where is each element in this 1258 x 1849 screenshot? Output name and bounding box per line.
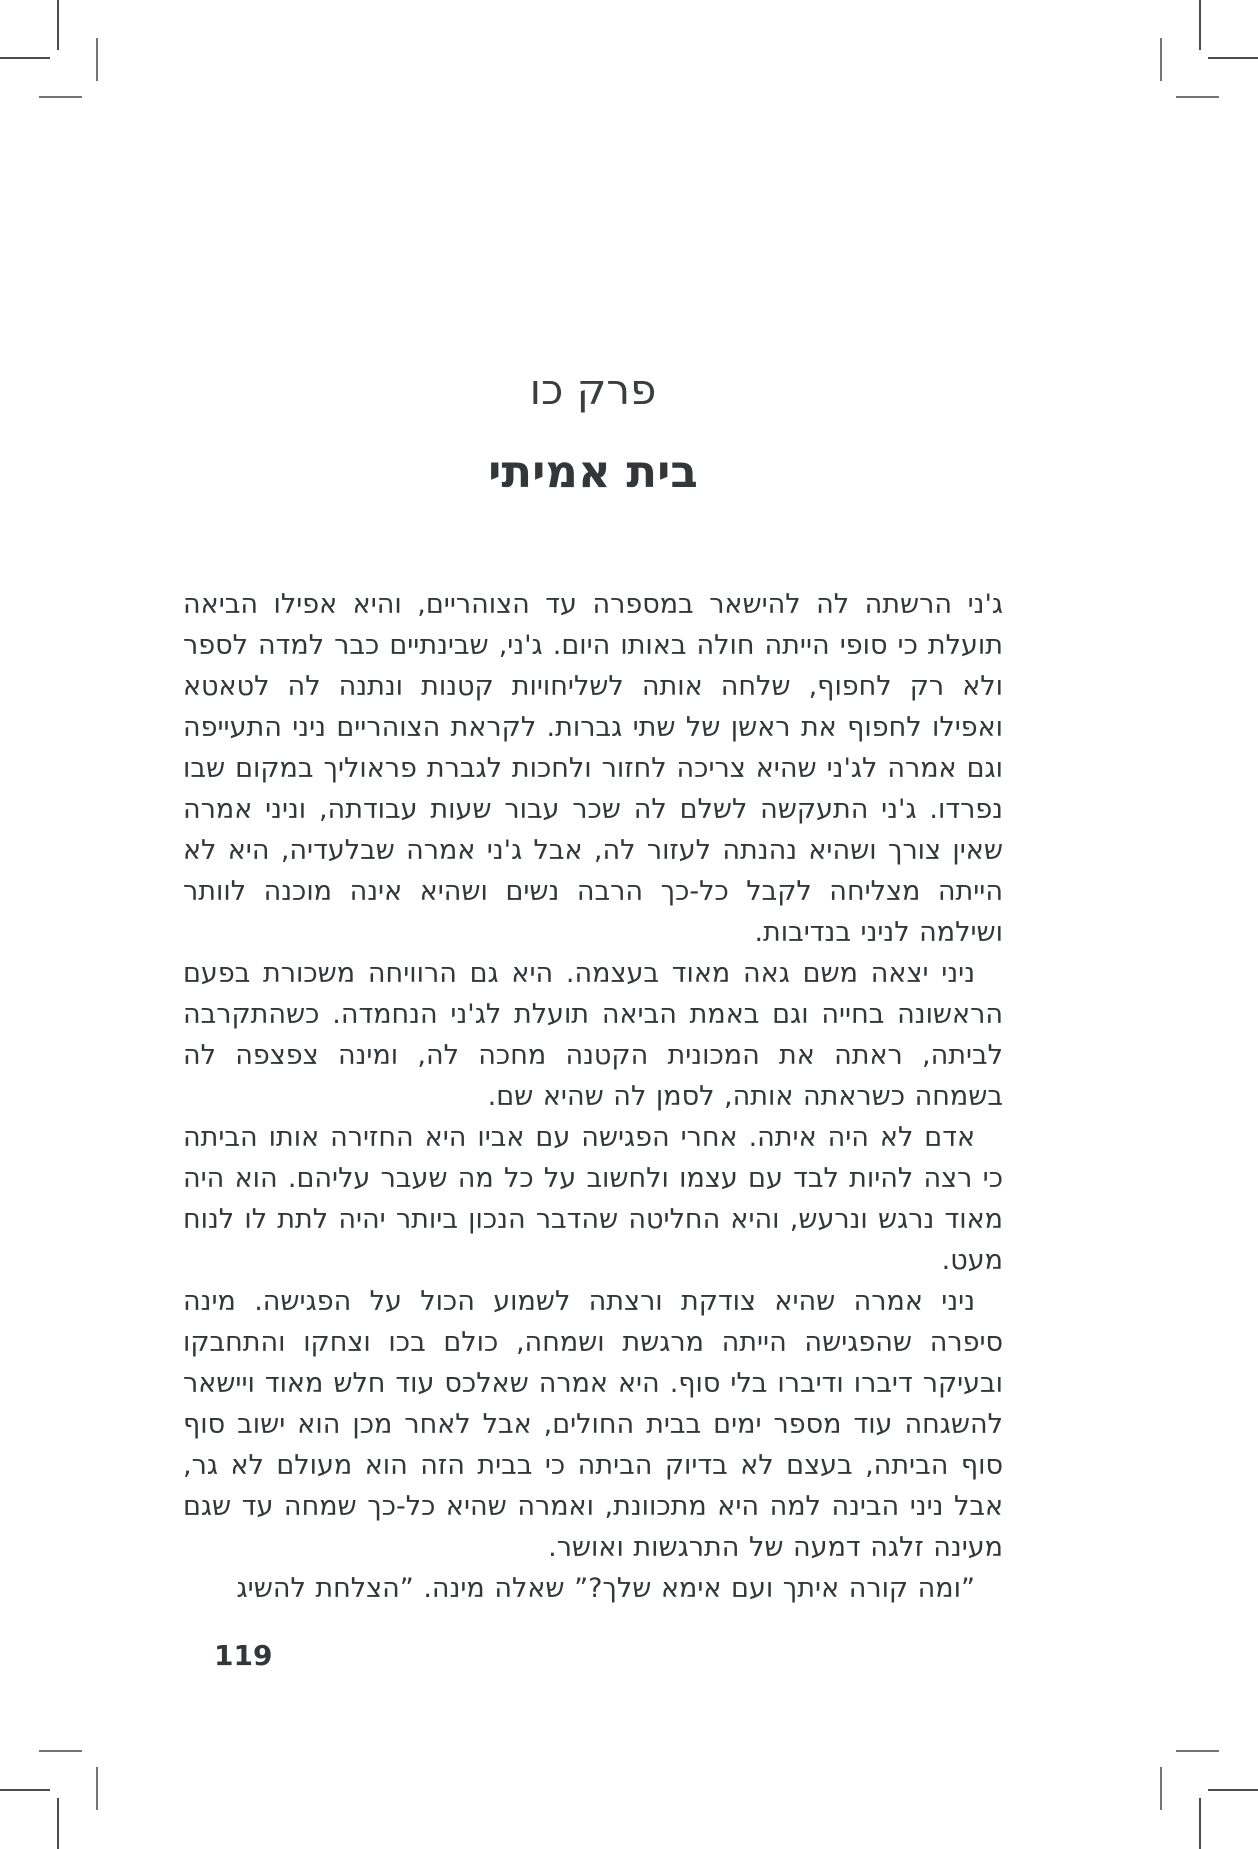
crop-mark-top-right-horizontal-outer <box>1208 57 1258 59</box>
crop-mark-bottom-left-horizontal-outer <box>0 1789 50 1791</box>
crop-mark-top-left-vertical-inner <box>96 38 98 81</box>
paragraph-4: ניני אמרה שהיא צודקת ורצתה לשמוע הכול על הפגישה. מינה סיפרה שהפגישה הייתה מרגשת ושמחה, כולם בכו וצחקו והתחבקו ובעיקר דיברו ודיברו בלי סוף. היא אמרה שאלכס עוד חלש מאוד ויישאר להשגחה עוד מספר ימים בבית החולים, אבל לאחר מכן הוא ישוב סוף סוף הביתה, בעצם לא בדיוק הביתה כי בבית הזה הוא מעולם לא גר, אבל ניני הבינה למה היא מתכוונת, ואמרה שהיא כל-כך שמחה עד שגם מעינה זלגה דמעה של התרגשות ואושר. <box>183 1286 1003 1563</box>
paragraph-2: ניני יצאה משם גאה מאוד בעצמה. היא גם הרוויחה משכורת בפעם הראשונה בחייה וגם באמת הביאה תועלת לג'ני הנחמדה. כשהתקרבה לביתה, ראתה את המכונית הקטנה מחכה לה, ומינה צפצפה לה בשמחה כשראתה אותה, לסמן לה שהיא שם. <box>183 958 1003 1112</box>
body-text <box>183 584 1003 1609</box>
paragraph-3: אדם לא היה איתה. אחרי הפגישה עם אביו היא החזירה אותו הביתה כי רצה להיות לבד עם עצמו ולחשוב על כל מה שעבר עליהם. הוא היה מאוד נרגש ונרעש, והיא החליטה שהדבר הנכון ביותר יהיה לתת לו לנוח מעט. <box>183 1122 1003 1276</box>
crop-mark-bottom-right-vertical-outer <box>1199 1798 1201 1849</box>
crop-mark-bottom-left-horizontal-inner <box>39 1750 82 1752</box>
crop-mark-bottom-left-vertical-outer <box>57 1798 59 1849</box>
crop-mark-bottom-right-horizontal-inner <box>1176 1750 1219 1752</box>
crop-mark-top-right-vertical-inner <box>1160 38 1162 81</box>
crop-mark-bottom-left-vertical-inner <box>96 1767 98 1810</box>
crop-mark-bottom-right-vertical-inner <box>1160 1767 1162 1810</box>
paragraph-5: ”ומה קורה איתך ועם אימא שלך?” שאלה מינה. ”הצלחת להשיג <box>236 1573 975 1604</box>
chapter-label: פרק כו <box>529 365 657 414</box>
crop-mark-top-right-horizontal-inner <box>1176 96 1219 98</box>
crop-mark-bottom-right-horizontal-outer <box>1208 1789 1258 1791</box>
page-number: 119 <box>214 1639 273 1672</box>
crop-mark-top-right-vertical-outer <box>1199 0 1201 50</box>
crop-mark-top-left-horizontal-outer <box>0 57 50 59</box>
crop-mark-top-left-horizontal-inner <box>39 96 82 98</box>
paragraph-1: ג'ני הרשתה לה להישאר במספרה עד הצוהריים, והיא אפילו הביאה תועלת כי סופי הייתה חולה באותו היום. ג'ני, שבינתיים כבר למדה לספר ולא רק לחפוף, שלחה אותה לשליחויות קטנות ונתנה לה לטאטא ואפילו לחפוף את ראשן של שתי גברות. לקראת הצוהריים ניני התעייפה וגם אמרה לג'ני שהיא צריכה לחזור ולחכות לגברת פראוליך במקום שבו נפרדו. ג'ני התעקשה לשלם לה שכר עבור שעות עבודתה, וניני אמרה שאין צורך ושהיא נהנתה לעזור לה, אבל ג'ני אמרה שבלעדיה, היא לא הייתה מצליחה לקבל כל-כך הרבה נשים ושהיא אינה מוכנה לוותר ושילמה לניני בנדיבות. <box>183 589 1003 948</box>
crop-mark-top-left-vertical-outer <box>57 0 59 50</box>
page-title: בית אמיתי <box>488 445 698 498</box>
